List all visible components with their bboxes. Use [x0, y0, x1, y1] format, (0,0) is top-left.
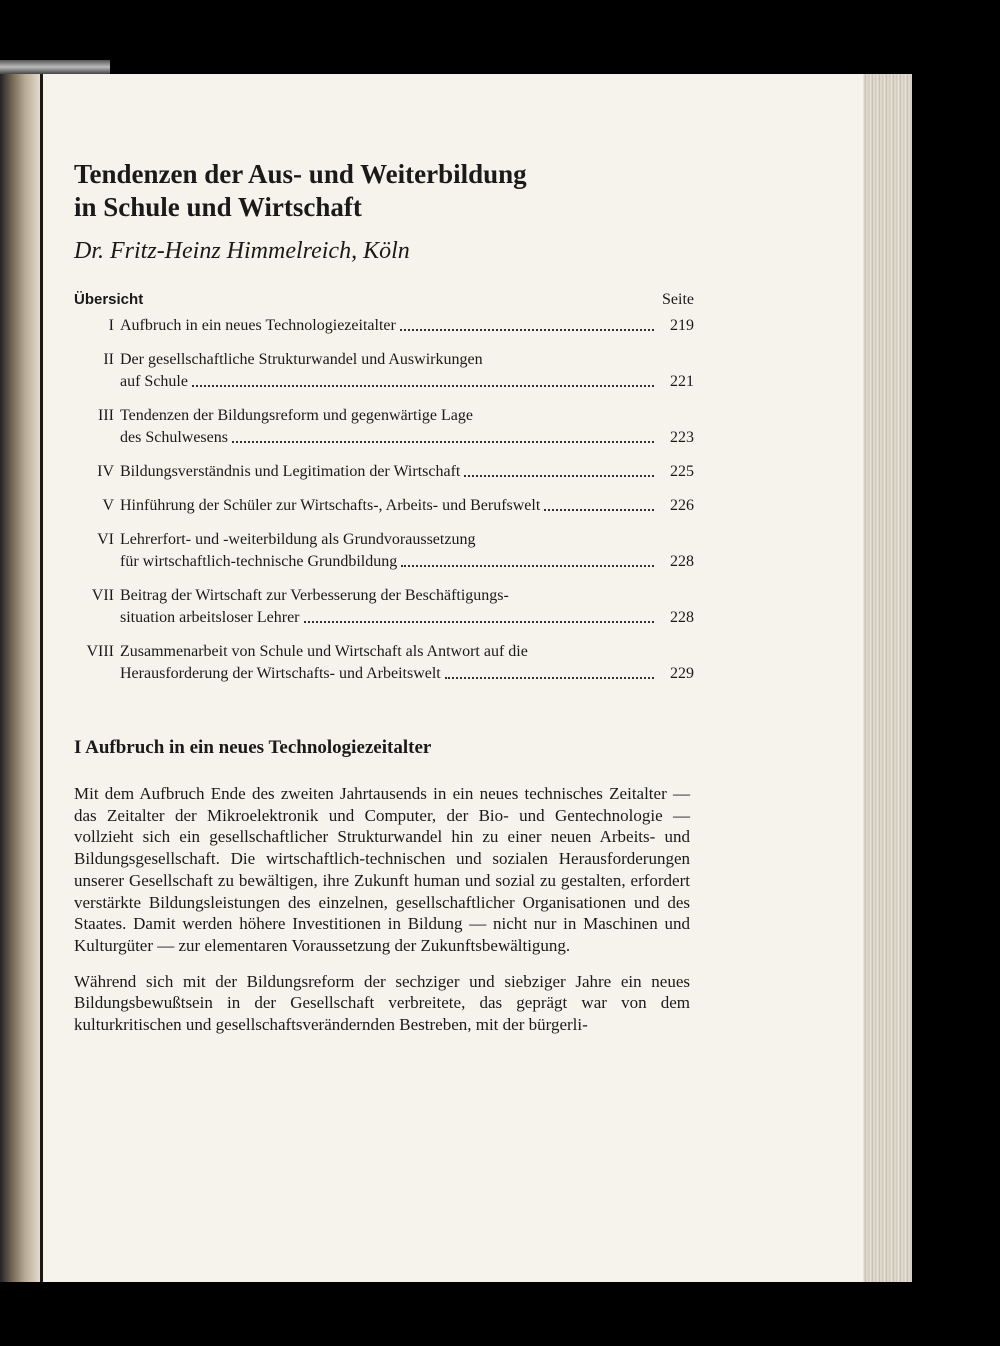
book-spine — [0, 62, 42, 1282]
toc-entry-line — [120, 371, 694, 393]
toc-entry-page: 219 — [670, 317, 694, 334]
toc-leader-dots — [232, 441, 654, 443]
toc-entry-number: II — [103, 351, 114, 368]
toc-entry-body — [120, 461, 694, 483]
toc-entry-body — [120, 315, 694, 337]
toc-entry-number: III — [98, 407, 114, 424]
paragraph-2: Während sich mit der Bildungsreform der sechziger und siebziger Jahre ein neues Bildungsbewußtsein in der Gesellschaft verbreitete, das geprägt war von dem kulturkritischen und gesellschaftsverändernden Bestreben, mit der bürgerli- — [74, 971, 690, 1035]
toc-entry-number: V — [102, 497, 114, 514]
toc-entry-page: 228 — [670, 553, 694, 570]
toc-entry-line — [120, 349, 694, 371]
toc-entry-body — [120, 405, 694, 449]
toc-entry-text: Aufbruch in ein neues Technologiezeitalter — [120, 317, 396, 334]
toc-entry — [74, 405, 694, 449]
section-heading: I Aufbruch in ein neues Technologiezeitalter — [74, 737, 432, 758]
toc-entry-line — [120, 551, 694, 573]
toc-entry — [74, 461, 694, 483]
toc-leader-dots — [192, 385, 654, 387]
toc-entry-line — [120, 461, 694, 483]
toc-entry-number: IV — [97, 463, 114, 480]
toc-entry-page: 229 — [670, 665, 694, 682]
toc-entry-line — [120, 529, 694, 551]
toc-leader-dots — [544, 509, 654, 511]
toc-entry-line — [120, 641, 694, 663]
toc-entry-text: Beitrag der Wirtschaft zur Verbesserung der Beschäftigungs- — [120, 587, 509, 604]
toc-header — [74, 291, 694, 309]
toc-entry-text: Lehrerfort- und -weiterbildung als Grundvoraussetzung — [120, 531, 476, 548]
page-content — [74, 158, 694, 1050]
toc-entry — [74, 315, 694, 337]
toc-entry-body — [120, 349, 694, 393]
toc-entry-page: 228 — [670, 609, 694, 626]
toc-entry-body — [120, 495, 694, 517]
toc-entry-body — [120, 529, 694, 573]
toc-entry-body — [120, 641, 694, 685]
toc-entry-number: I — [108, 317, 114, 334]
toc-leader-dots — [400, 329, 654, 331]
toc-entry-text: Tendenzen der Bildungsreform und gegenwärtige Lage — [120, 407, 473, 424]
toc-leader-dots — [445, 677, 654, 679]
toc-entry-text: Der gesellschaftliche Strukturwandel und Auswirkungen — [120, 351, 483, 368]
toc-leader-dots — [401, 565, 654, 567]
toc-entry-text: Herausforderung der Wirtschafts- und Arbeitswelt — [120, 665, 441, 682]
toc-entry-number: VIII — [86, 643, 114, 660]
article-title — [74, 158, 694, 224]
toc-entry-text: Bildungsverständnis und Legitimation der Wirtschaft — [120, 463, 461, 480]
toc-entry-page: 221 — [670, 373, 694, 390]
title-line-1: Tendenzen der Aus- und Weiterbildung — [74, 159, 527, 189]
toc-entry-number: VII — [91, 587, 114, 604]
toc-entry-line — [120, 607, 694, 629]
toc-leader-dots — [464, 475, 654, 477]
toc-entry-line — [120, 427, 694, 449]
table-of-contents — [74, 291, 694, 685]
toc-entry-text: situation arbeitsloser Lehrer — [120, 609, 300, 626]
toc-heading: Übersicht — [74, 291, 144, 308]
toc-entry-text: für wirtschaftlich-technische Grundbildung — [120, 553, 398, 570]
toc-entry-body — [120, 585, 694, 629]
toc-entry-number: VI — [97, 531, 114, 548]
toc-entry-text: des Schulwesens — [120, 429, 228, 446]
toc-entry-page: 226 — [670, 497, 694, 514]
toc-leader-dots — [304, 621, 655, 623]
toc-entry-text: Zusammenarbeit von Schule und Wirtschaft als Antwort auf die — [120, 643, 528, 660]
toc-entry-page: 225 — [670, 463, 694, 480]
toc-entry — [74, 529, 694, 573]
toc-entry-line — [120, 663, 694, 685]
toc-entry — [74, 495, 694, 517]
toc-entry — [74, 641, 694, 685]
page-edges — [860, 74, 912, 1282]
toc-entry-text: auf Schule — [120, 373, 188, 390]
spine-edge — [0, 60, 110, 74]
toc-entry-line — [120, 495, 694, 517]
toc-entry — [74, 585, 694, 629]
toc-list — [74, 315, 694, 685]
toc-entry — [74, 349, 694, 393]
toc-entry-line — [120, 315, 694, 337]
paragraph-1: Mit dem Aufbruch Ende des zweiten Jahrtausends in ein neues technisches Zeitalter — das Zeitalter der Mikroelektronik und Computer, der Bio- und Gentechnologie — vollzieht sich ein gesellschaftlicher Strukturwandel hin zu einer neuen Arbeits- und Bildungsgesellschaft. Die wirtschaftlich-technischen und sozialen Herausforderungen unserer Gesellschaft zu bewältigen, ihre Zukunft human und sozial zu gestalten, erfordert verstärkte Bildungsleistungen des einzelnen, gesellschaftlicher Organisationen und des Staates. Damit werden höhere Investitionen in Bildung — nicht nur in Maschinen und Kulturgüter — zur elementaren Voraussetzung der Zukunftsbewältigung. — [74, 784, 690, 955]
toc-entry-page: 223 — [670, 429, 694, 446]
toc-entry-line — [120, 585, 694, 607]
toc-page-heading: Seite — [662, 291, 694, 308]
toc-entry-text: Hinführung der Schüler zur Wirtschafts-, Arbeits- und Berufswelt — [120, 497, 541, 514]
author-line: Dr. Fritz-Heinz Himmelreich, Köln — [74, 238, 410, 264]
title-line-2: in Schule und Wirtschaft — [74, 192, 362, 222]
toc-entry-line — [120, 405, 694, 427]
